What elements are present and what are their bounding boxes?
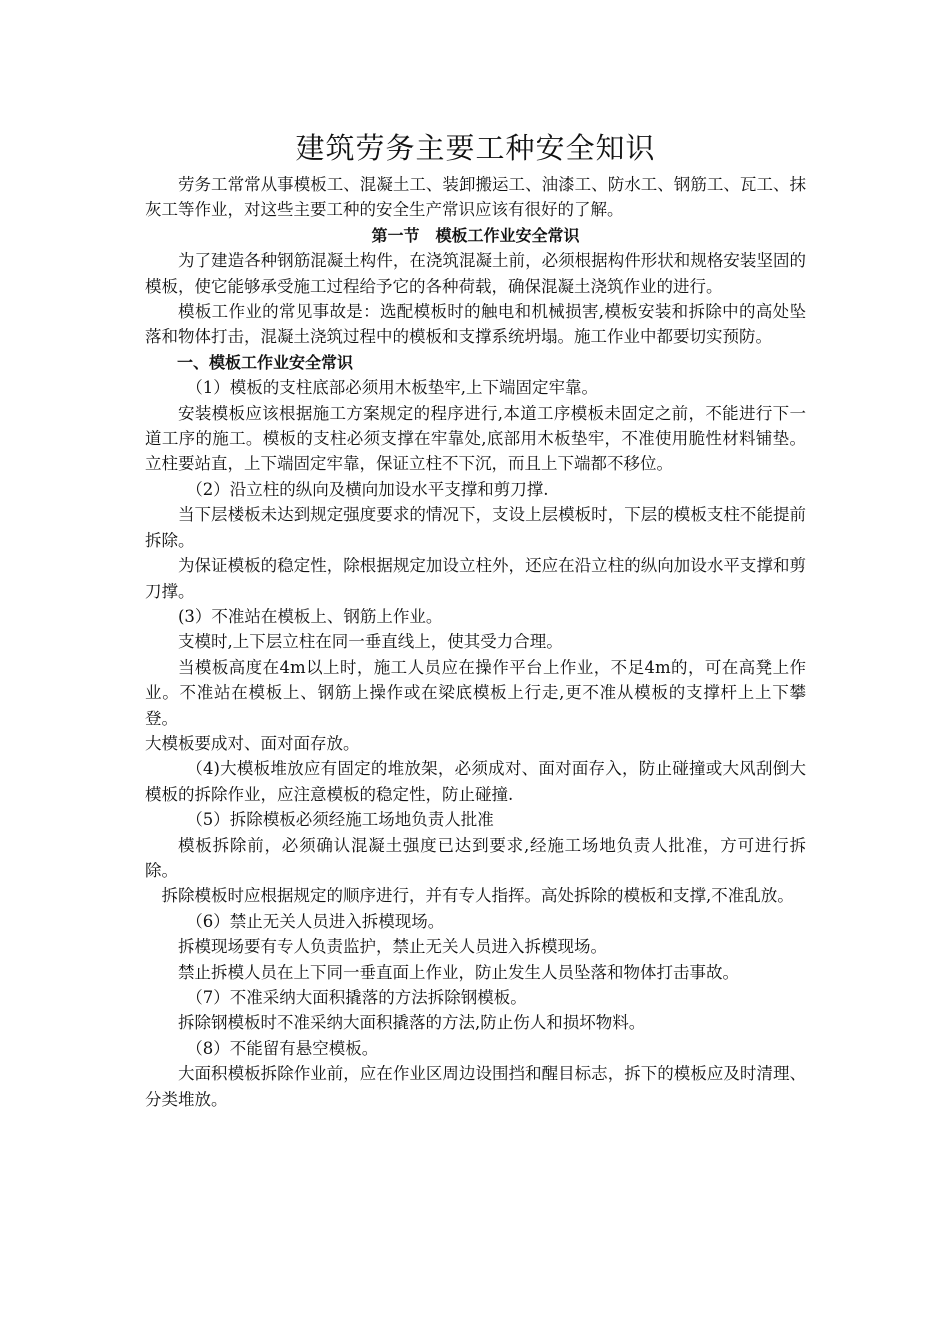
item-heading: （6）禁止无关人员进入拆模现场。 [186, 911, 445, 931]
document-page [145, 128, 806, 1112]
item-heading: （1）模板的支柱底部必须用木板垫牢,上下端固定牢靠。 [186, 378, 598, 398]
section-heading: 第一节 模板工作业安全常识 [371, 225, 580, 245]
paragraph: 当模板高度在4m以上时，施工人员应在操作平台上作业，不足4m的，可在高凳上作业。不准站在模板上、钢筋上操作或在梁底模板上行走,更不准从模板的支撑杆上上下攀登。 [145, 657, 806, 728]
item-heading: （4)大模板堆放应有固定的堆放架，必须成对、面对面存入，防止碰撞或大风刮倒大模板的拆除作业，应注意模板的稳定性，防止碰撞. [145, 759, 806, 804]
paragraph: 为了建造各种钢筋混凝土构件，在浇筑混凝土前，必须根据构件形状和规格安装坚固的模板，使它能够承受施工过程给予它的各种荷载，确保混凝土浇筑作业的进行。 [145, 251, 806, 296]
item-heading: （2）沿立柱的纵向及横向加设水平支撑和剪刀撑. [186, 479, 549, 499]
intro-paragraph: 劳务工常常从事模板工、混凝土工、装卸搬运工、油漆工、防水工、钢筋工、瓦工、抹灰工等作业，对这些主要工种的安全生产常识应该有很好的了解。 [145, 175, 806, 220]
paragraph: 安装模板应该根据施工方案规定的程序进行,本道工序模板未固定之前，不能进行下一道工序的施工。模板的支柱必须支撑在牢靠处,底部用木板垫牢，不准使用脆性材料铺垫。立柱要站直，上下端固定牢靠，保证立柱不下沉，而且上下端都不移位。 [145, 403, 806, 474]
paragraph: 拆除钢模板时不准采纳大面积撬落的方法,防止伤人和损坏物料。 [178, 1013, 646, 1033]
item-heading: (3）不准站在模板上、钢筋上作业。 [178, 606, 443, 626]
paragraph: 当下层楼板未达到规定强度要求的情况下，支设上层模板时，下层的模板支柱不能提前拆除。 [145, 505, 806, 550]
item-heading: （7）不准采纳大面积撬落的方法拆除钢模板。 [186, 988, 527, 1007]
paragraph: 模板工作业的常见事故是：选配模板时的触电和机械损害,模板安装和拆除中的高处坠落和物体打击，混凝土浇筑过程中的模板和支撑系统坍塌。施工作业中都要切实预防。 [145, 302, 806, 347]
paragraph: 大面积模板拆除作业前，应在作业区周边设围挡和醒目标志，拆下的模板应及时清理、分类堆放。 [145, 1064, 806, 1109]
item-heading: （8）不能留有悬空模板。 [186, 1038, 379, 1058]
paragraph: 大模板要成对、面对面存放。 [145, 733, 360, 753]
paragraph: 支模时,上下层立柱在同一垂直线上，使其受力合理。 [178, 632, 563, 652]
paragraph: 禁止拆模人员在上下同一垂直面上作业，防止发生人员坠落和物体打击事故。 [178, 962, 739, 982]
item-heading: （5）拆除模板必须经施工场地负责人批准 [186, 810, 494, 830]
document-title: 建筑劳务主要工种安全知识 [295, 131, 656, 165]
subsection-heading: 一、模板工作业安全常识 [177, 352, 354, 372]
paragraph: 为保证模板的稳定性，除根据规定加设立柱外，还应在沿立柱的纵向加设水平支撑和剪刀撑。 [145, 556, 806, 601]
paragraph: 拆模现场要有专人负责监护，禁止无关人员进入拆模现场。 [178, 937, 607, 957]
paragraph: 拆除模板时应根据规定的顺序进行，并有专人指挥。高处拆除的模板和支撑,不准乱放。 [161, 886, 794, 906]
paragraph: 模板拆除前，必须确认混凝土强度已达到要求,经施工场地负责人批准，方可进行拆除。 [145, 835, 806, 880]
